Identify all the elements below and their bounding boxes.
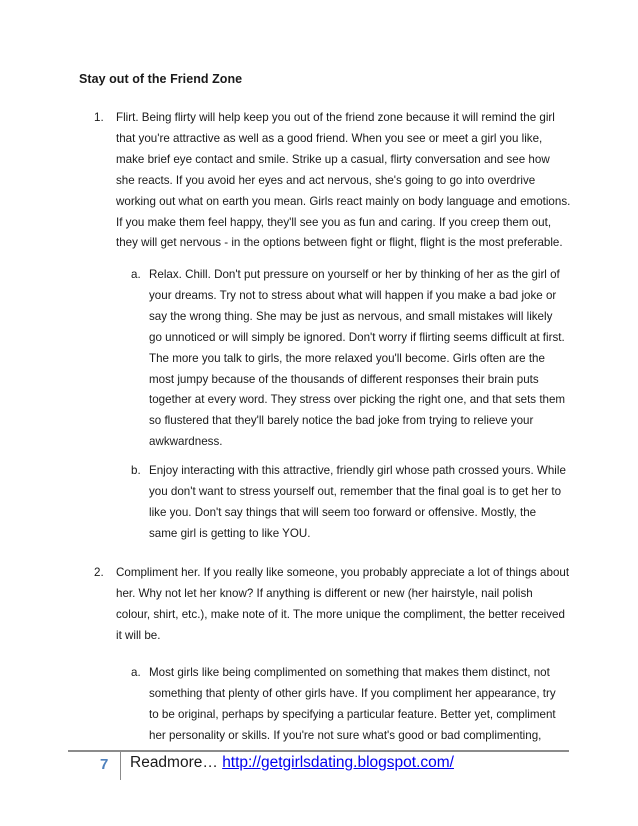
footer-rule bbox=[68, 750, 569, 752]
footer-divider bbox=[120, 752, 121, 780]
sub-list-item-a bbox=[131, 265, 566, 453]
text-line: If you make them feel happy, they'll see you as fun and caring. If you creep them out, bbox=[116, 215, 552, 229]
text-line: Flirt. Being flirty will help keep you out of the friend zone because it will remind the girl bbox=[116, 111, 555, 124]
text-line: she reacts. If you avoid her eyes and act nervous, she's going to go into overdrive bbox=[116, 173, 536, 187]
text-line: her personality or skills. If you're not sure what's good or bad complimenting, bbox=[149, 728, 542, 742]
list-item-2 bbox=[94, 563, 570, 647]
text-line: so flustered that they'll barely notice the bad joke from trying to relieve your bbox=[149, 414, 534, 428]
list-item-text bbox=[149, 461, 566, 545]
text-line: most jumpy because of the thousands of different responses their brain puts bbox=[149, 372, 539, 386]
sub-list-item-a bbox=[131, 663, 556, 747]
text-line: that you're attractive as well as a good friend. When you see or meet a girl you like, bbox=[116, 131, 543, 145]
text-line: Relax. Chill. Don't put pressure on yourself or her by thinking of her as the girl of bbox=[149, 268, 560, 281]
text-line: same girl is getting to like YOU. bbox=[149, 526, 311, 540]
section-heading: Stay out of the Friend Zone bbox=[79, 72, 243, 86]
blog-link[interactable]: http://getgirlsdating.blogspot.com/ bbox=[222, 754, 454, 771]
list-item-text bbox=[149, 265, 566, 453]
text-line: they will get nervous - in the options between fight or flight, flight is the most preferable. bbox=[116, 236, 563, 250]
list-item-text bbox=[116, 108, 571, 254]
list-item-1 bbox=[94, 108, 571, 254]
text-line: to be original, perhaps by specifying a particular feature. Better yet, compliment bbox=[149, 707, 556, 721]
text-line: Compliment her. If you really like someone, you probably appreciate a lot of things about bbox=[116, 566, 570, 579]
text-line: her. Why not let her know? If anything is different or new (her hairstyle, nail polish bbox=[116, 586, 533, 600]
text-line: The more you talk to girls, the more relaxed you'll become. Girls often are the bbox=[149, 351, 545, 365]
list-item-text bbox=[116, 563, 570, 647]
text-line: go unnoticed or will simply be ignored. Don't worry if flirting seems difficult at first. bbox=[149, 330, 565, 344]
text-line: together at every word. They stress over picking the right one, and that sets them bbox=[149, 393, 566, 407]
list-item-text bbox=[149, 663, 556, 747]
text-line: Enjoy interacting with this attractive, friendly girl whose path crossed yours. While bbox=[149, 464, 566, 477]
list-marker: b. bbox=[131, 464, 141, 477]
text-line: you don't want to stress yourself out, remember that the final goal is to get her to bbox=[149, 484, 562, 498]
footer-readmore bbox=[130, 754, 454, 772]
list-marker: 1. bbox=[94, 111, 104, 124]
text-line: your dreams. Try not to stress about what will happen if you make a bad joke or bbox=[149, 288, 557, 302]
list-marker: a. bbox=[131, 268, 141, 281]
text-line: colour, shirt, etc.), make note of it. The more unique the compliment, the better received bbox=[116, 607, 565, 621]
sub-list-item-b bbox=[131, 461, 566, 545]
text-line: like you. Don't say things that will seem too forward or offensive. Mostly, the bbox=[149, 505, 537, 519]
text-line: say the wrong thing. She may be just as nervous, and small mistakes will likely bbox=[149, 309, 553, 323]
list-marker: a. bbox=[131, 666, 141, 679]
text-line: something that plenty of other girls have. If you compliment her appearance, try bbox=[149, 686, 556, 700]
text-line: awkwardness. bbox=[149, 435, 223, 449]
page-number: 7 bbox=[100, 756, 109, 773]
text-line: make brief eye contact and smile. Strike up a casual, flirty conversation and see how bbox=[116, 152, 550, 166]
text-line: working out what on earth you mean. Girls react mainly on body language and emotions. bbox=[116, 194, 571, 208]
text-line: Most girls like being complimented on something that makes them distinct, not bbox=[149, 666, 550, 679]
readmore-label: Readmore… bbox=[130, 754, 218, 771]
text-line: it will be. bbox=[116, 628, 161, 642]
list-marker: 2. bbox=[94, 566, 104, 579]
